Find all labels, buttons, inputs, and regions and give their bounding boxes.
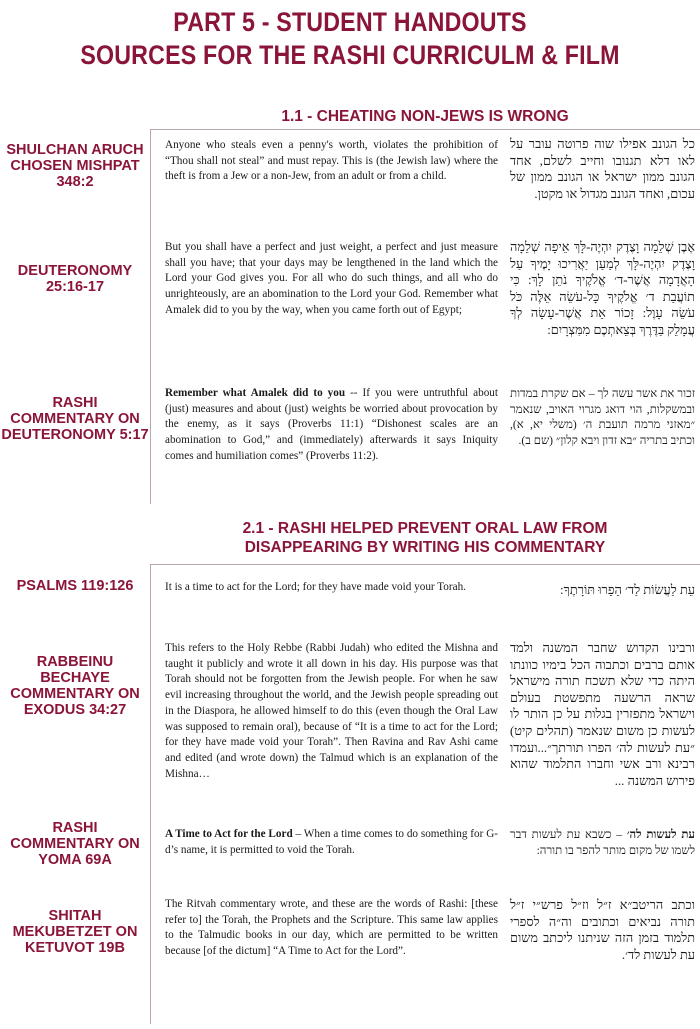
source-label-rashi-yoma: RASHI COMMENTARY ON YOMA 69A: [10, 820, 140, 868]
section-1-top-rule: [150, 129, 700, 130]
hebrew-lemma-rashi-yoma: עת לעשות לה׳: [626, 828, 695, 841]
english-text-rashi-deuteronomy: [165, 386, 498, 465]
section-heading-2-line-1: 2.1 - RASHI HELPED PREVENT ORAL LAW FROM: [242, 520, 608, 537]
english-text-shulchan-aruch: Anyone who steals even a penny's worth, violates the prohibition of “Thou shall not steal” and must repay. This is (the Jewish law) where the theft is from a Jew or a non-Jew, from an adult or from a child.: [165, 139, 498, 183]
hebrew-text-rabbeinu-bechaye: ורבינו הקדוש שחבר המשנה ולמד אותם ברבים וכתבוה הכל בימיו כוונתו היתה כדי שלא תשכח תורה מישראל שראה הרשעה מתפשטת בעולם וישראל מתפזרין בגלות על כן הותר לו לעשות כן משום שנאמר (תהלים קיט) ״עת לעשות לה׳ הפרו תורתך״...ועמדו רבינא ורב אשי וחברו התלמוד שהוא פירוש המשנה ...: [510, 641, 695, 788]
hebrew-text-shulchan-aruch: כל הגונב אפילו שוה פרוטה עובר על לאו דלא תגנובו וחייב לשלם, אחד הגונב ממון ישראל או הגונב ממון של עכום, ואחד הגונב מגדול או מקטן.: [510, 137, 695, 201]
source-label-shitah-mekubetzet: SHITAH MEKUBETZET ON KETUVOT 19B: [12, 908, 138, 956]
section-heading-2: [150, 519, 700, 557]
english-text-rashi-yoma: [165, 827, 498, 858]
page-title-line-2: SOURCES FOR THE RASHI CURRICULM & FILM: [80, 40, 620, 70]
english-text-deuteronomy: But you shall have a perfect and just weight, a perfect and just measure shall you have; that your days may be lengthened in the land which the Lord your God gives you. For all who do such things, and all who do unrighteously, are an abomination to the Lord your God. Remember what Amalek did to you by the way, when you came forth out of Egypt;: [165, 241, 498, 316]
section-2-column-divider: [150, 564, 151, 1024]
section-heading-1: 1.1 - CHEATING NON-JEWS IS WRONG: [281, 108, 569, 125]
english-lemma-rashi-yoma: A Time to Act for the Lord: [165, 828, 293, 840]
source-label-psalms: PSALMS 119:126: [16, 578, 134, 594]
section-1-column-divider: [150, 129, 151, 504]
english-text-shitah-mekubetzet: The Ritvah commentary wrote, and these are the words of Rashi: [these refer to] the Torah, the Prophets and the Scripture. This same law applies to the Talmudic books in our day, which are permitted to be written because [of the dictum] “A Time to Act for the Lord”.: [165, 898, 498, 958]
hebrew-text-psalms: עֵת לַעֲשׂוֹת לַד׳ הֵפֵרוּ תּוֹרָתֶךָ:: [560, 583, 695, 597]
english-body-rashi-deuteronomy: -- If you were untruthful about (just) measures and about (just) weights be worried about provocation by the enemy, as it says (Proverbs 11:1) “Dishonest scales are an abomination to God,” and (immediately) afterwards it says Iniquity comes and humiliation comes” (Proverbs 11:2).: [165, 387, 499, 462]
section-heading-2-line-2: DISAPPEARING BY WRITING HIS COMMENTARY: [244, 539, 606, 556]
hebrew-text-deuteronomy: אֶבֶן שְׁלֵמָה וָצֶדֶק יִהְיֶה-לָּךְ אֵיפָה שְׁלֵמָה וָצֶדֶק יִהְיֶה-לָּךְ לְמַעַן יַאֲרִיכוּ יָמֶיךָ עַל הָאֲדָמָה אֲשֶׁר-ד׳ אֱלֹקֶיךָ נֹתֵן לָךְ: כִּי תוֹעֲבַת ד׳ אֱלֹקֶיךָ כָּל-עֹשֵׂה אֵלֶּה כֹּל עֹשֵׂה עָוֶל: זָכוֹר אֵת אֲשֶׁר-עָשָׂה לְךָ עֲמָלֵק בַּדֶּרֶךְ בְּצֵאתְכֶם מִמִּצְרָיִם:: [510, 240, 695, 337]
page-title-line-1: PART 5 - STUDENT HANDOUTS: [173, 7, 527, 37]
hebrew-text-rashi-deuteronomy: זכור את אשר עשה לך – אם שקרת במדות ובמשקלות, הוי דואג מגרוי האויב, שנאמר ״מאזני מרמה תועבת ה׳ (משלי יא, א), וכתיב בתריה ״בא זדון ויבא קלון״ (שם ב).: [510, 387, 695, 448]
english-text-rabbeinu-bechaye: This refers to the Holy Rebbe (Rabbi Judah) who edited the Mishna and taught it publicly and wrote it all down in his day. His purpose was that Torah should not be forgotten from the Jewish people. For when he saw evil increasing throughout the world, and the Jewish people spreading out in the Diaspora, he allowed himself to do this (even though the Oral Law was supposed to remain oral), because of “It is a time to act for the Lord; for they have made void your Torah”. Then Ravina and Rav Ashi came and edited (and wrote down) the Talmud which is an explanation of the Mishna…: [165, 642, 498, 780]
page-title: [49, 6, 651, 72]
hebrew-body-rashi-yoma: – כשבא עת לעשות דבר לשמו של מקום מותר להפר בו תורה:: [510, 828, 695, 857]
section-2-top-rule: [150, 564, 700, 565]
english-body-rashi-yoma: – When a time comes to do something for G-d’s name, it is permitted to void the Torah.: [165, 828, 499, 856]
source-label-rabbeinu-bechaye: RABBEINU BECHAYE COMMENTARY ON EXODUS 34:27: [10, 654, 140, 718]
source-label-rashi-deuteronomy: RASHI COMMENTARY ON DEUTERONOMY 5:17: [1, 395, 149, 443]
source-label-shulchan-aruch: SHULCHAN ARUCH CHOSEN MISHPAT 348:2: [6, 142, 144, 190]
source-label-deuteronomy: DEUTERONOMY 25:16-17: [17, 263, 133, 295]
hebrew-text-shitah-mekubetzet: וכתב הריטב״א ז״ל וז״ל פרש״י ז״ל תורה נביאים וכתובים וה״ה לספרי תלמוד בזמן הזה שניתנו ליכתב משום עת לעשות לד׳.: [510, 898, 695, 962]
hebrew-text-rashi-yoma: [510, 827, 695, 858]
english-text-psalms: It is a time to act for the Lord; for they have made void your Torah.: [165, 581, 466, 593]
english-lemma-rashi-deuteronomy: Remember what Amalek did to you: [165, 387, 346, 399]
